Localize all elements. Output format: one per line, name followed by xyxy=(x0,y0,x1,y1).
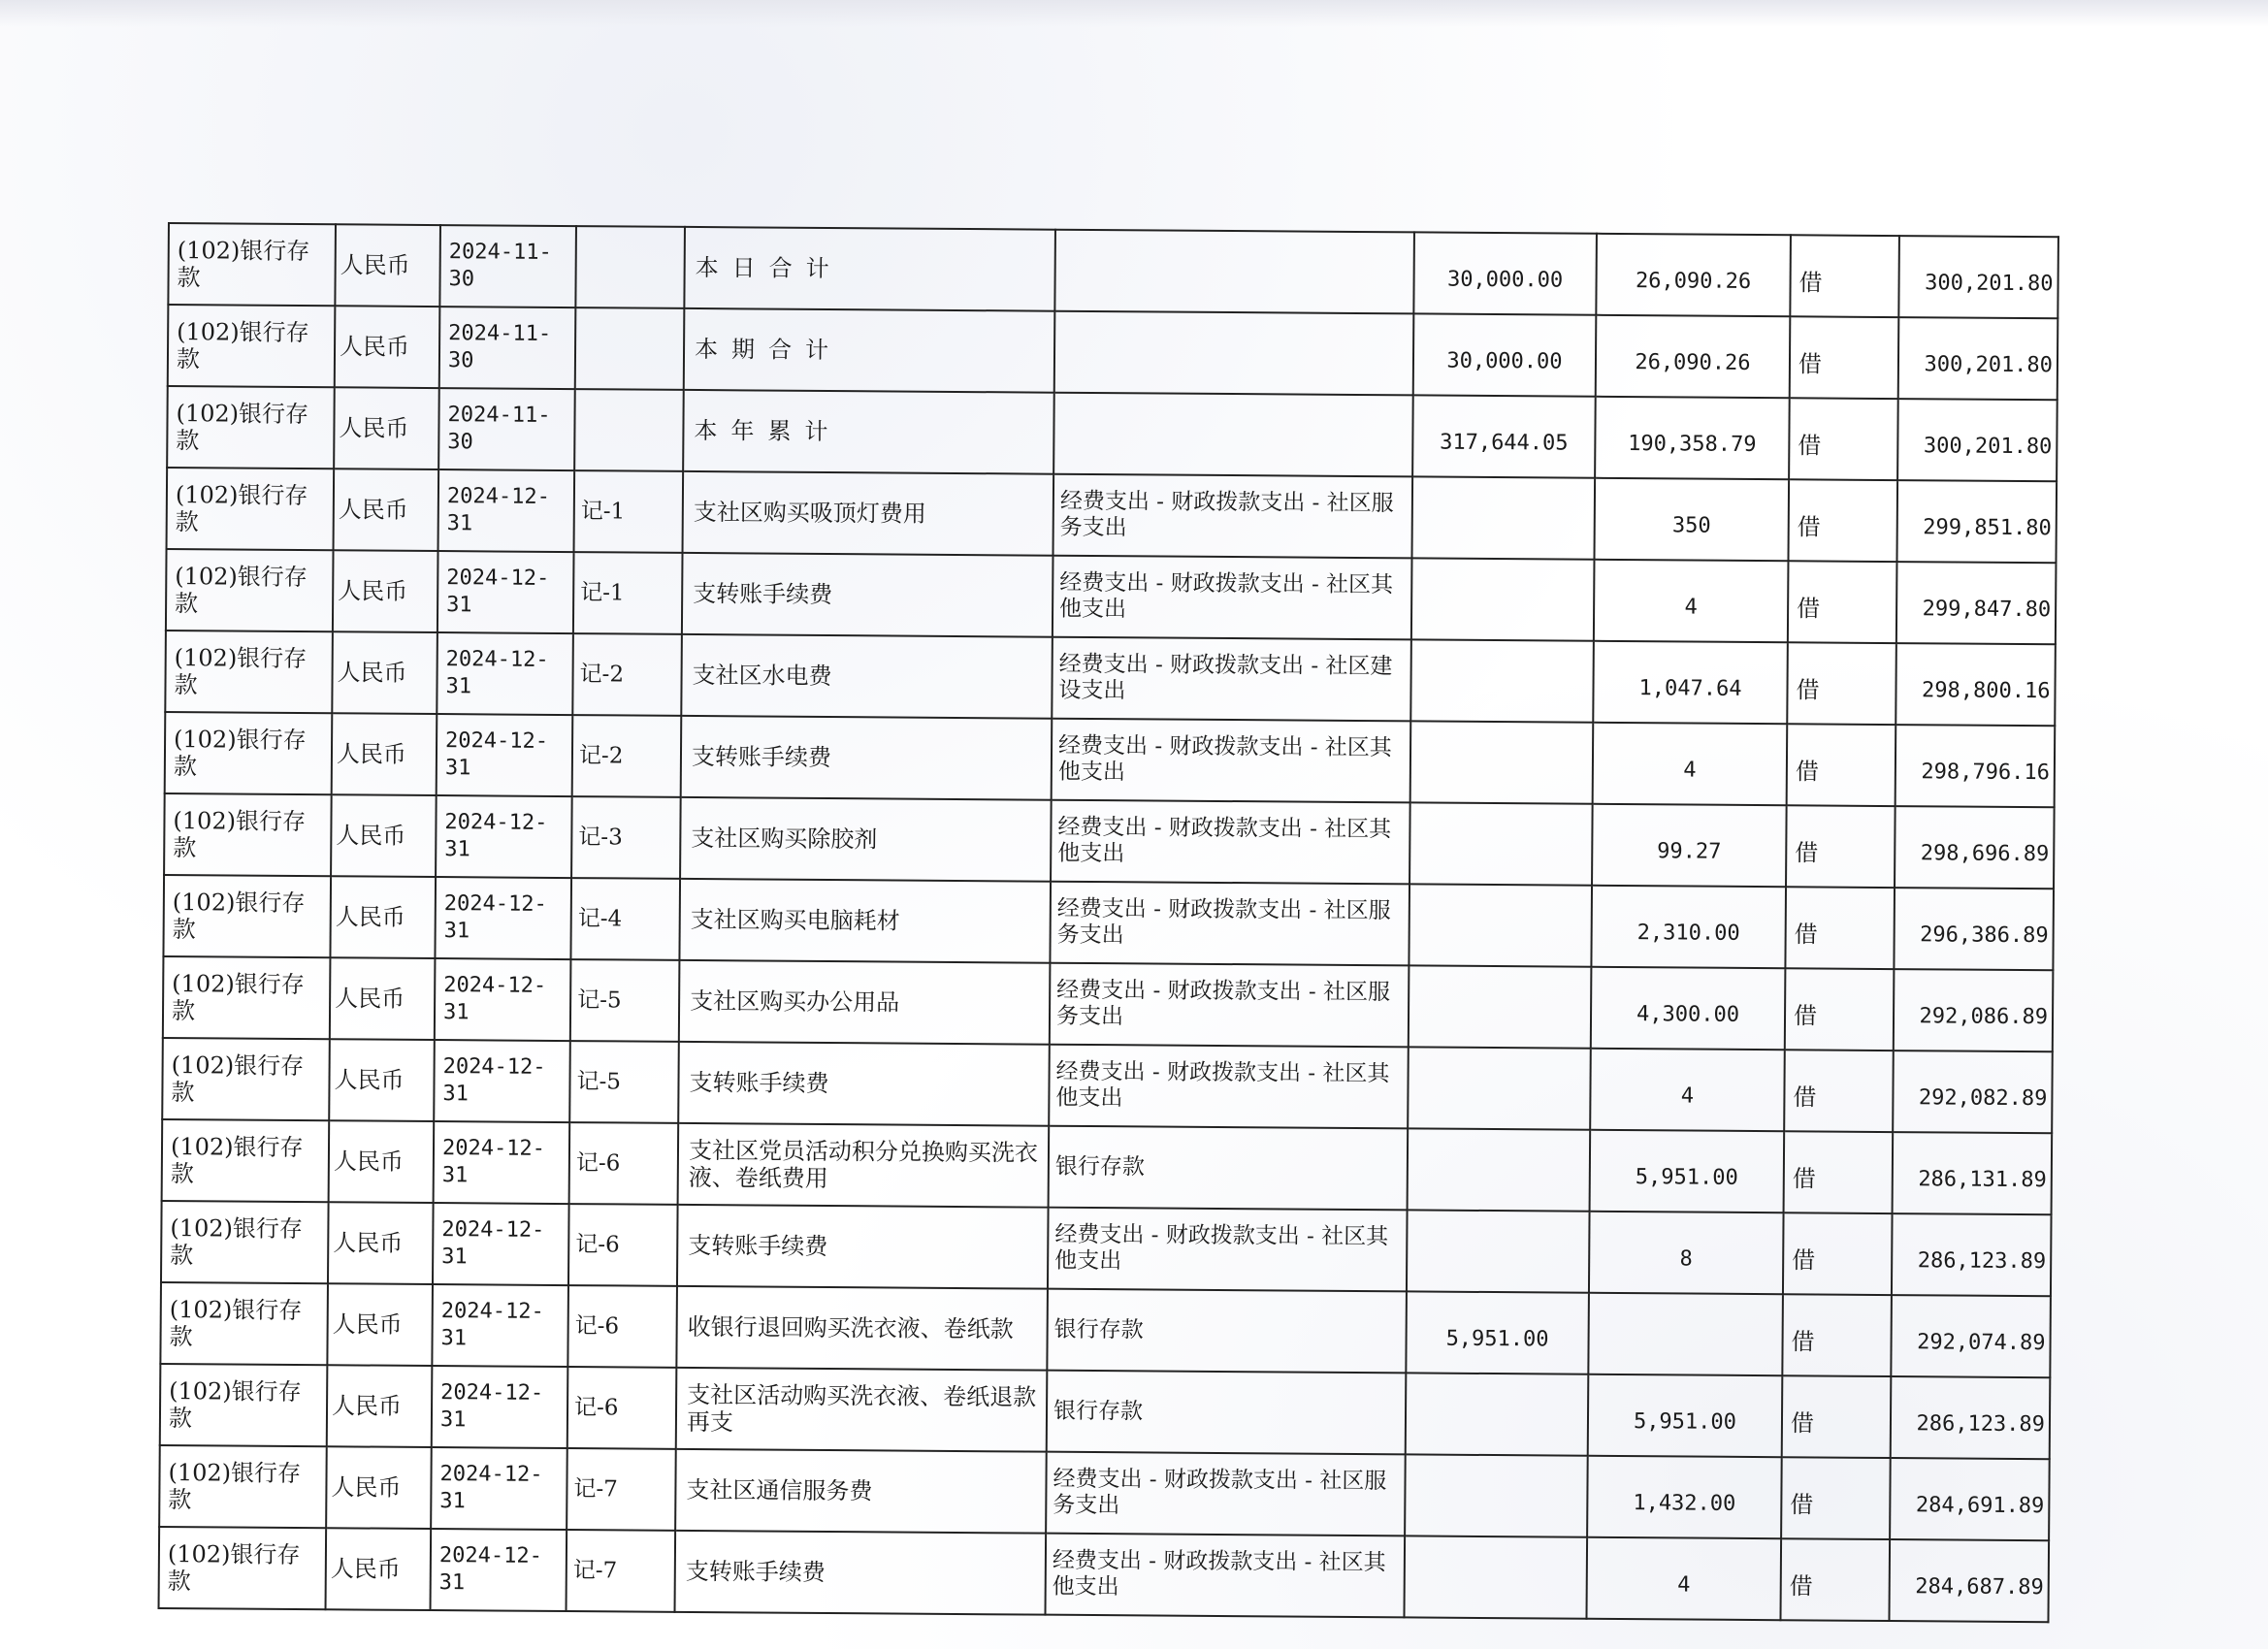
ledger-wrapper xyxy=(158,222,2057,1623)
counter-account-cell: 银行存款 xyxy=(1047,1371,1407,1455)
debit-amount-cell xyxy=(1411,558,1595,640)
debit-amount-cell xyxy=(1409,965,1592,1048)
balance-amount-cell: 286,123.89 xyxy=(1891,1376,2051,1459)
balance-direction-cell: 借 xyxy=(1786,805,1895,888)
summary-cell: 支转账手续费 xyxy=(681,716,1053,800)
date-cell: 2024-12-31 xyxy=(435,958,571,1041)
account-cell: (102)银行存款 xyxy=(159,1527,327,1609)
voucher-number-cell: 记-1 xyxy=(573,552,683,634)
bank-deposit-ledger-table xyxy=(158,222,2059,1623)
counter-account-cell: 经费支出 - 财政拨款支出 - 社区服务支出 xyxy=(1053,474,1413,559)
credit-amount-cell: 4,300.00 xyxy=(1591,967,1786,1050)
currency-cell: 人民币 xyxy=(332,631,437,714)
debit-amount-cell xyxy=(1409,884,1592,966)
credit-amount-cell: 26,090.26 xyxy=(1596,315,1791,398)
counter-account-cell: 银行存款 xyxy=(1049,1126,1409,1211)
summary-cell: 支社区购买吸顶灯费用 xyxy=(683,471,1054,556)
credit-amount-cell: 2,310.00 xyxy=(1591,886,1786,968)
balance-direction-cell: 借 xyxy=(1788,479,1897,562)
currency-cell: 人民币 xyxy=(330,957,436,1040)
balance-direction-cell: 借 xyxy=(1782,1375,1892,1458)
account-cell: (102)银行存款 xyxy=(163,956,331,1039)
summary-cell: 支社区活动购买洗衣液、卷纸退款再支 xyxy=(676,1368,1048,1452)
account-cell: (102)银行存款 xyxy=(166,549,334,631)
counter-account-cell: 经费支出 - 财政拨款支出 - 社区建设支出 xyxy=(1052,637,1411,722)
account-cell: (102)银行存款 xyxy=(160,1364,328,1446)
currency-cell: 人民币 xyxy=(329,1039,435,1121)
credit-amount-cell: 8 xyxy=(1589,1212,1784,1294)
balance-amount-cell: 300,201.80 xyxy=(1898,236,2058,318)
table-row xyxy=(168,305,2058,400)
account-cell: (102)银行存款 xyxy=(165,630,333,713)
table-row xyxy=(162,1119,2053,1214)
debit-amount-cell xyxy=(1408,1047,1591,1129)
date-cell: 2024-12-31 xyxy=(433,1203,569,1285)
summary-cell: 支转账手续费 xyxy=(675,1531,1047,1615)
voucher-number-cell: 记-7 xyxy=(567,1448,676,1531)
counter-account-cell xyxy=(1054,230,1414,314)
date-cell: 2024-12-31 xyxy=(437,551,574,633)
summary-cell: 支社区通信服务费 xyxy=(675,1449,1047,1534)
debit-amount-cell: 317,644.05 xyxy=(1412,395,1596,477)
balance-amount-cell: 299,847.80 xyxy=(1896,562,2057,644)
summary-cell: 支社区购买除胶剂 xyxy=(680,797,1052,882)
balance-direction-cell: 借 xyxy=(1785,968,1895,1051)
voucher-number-cell: 记-3 xyxy=(571,796,681,879)
balance-direction-cell: 借 xyxy=(1790,316,1899,399)
date-cell: 2024-12-31 xyxy=(438,469,575,552)
balance-amount-cell: 300,201.80 xyxy=(1897,399,2057,481)
account-cell: (102)银行存款 xyxy=(161,1201,329,1283)
ledger-rows xyxy=(159,223,2058,1622)
table-row xyxy=(160,1282,2051,1377)
debit-amount-cell: 5,951.00 xyxy=(1406,1291,1589,1374)
balance-amount-cell: 292,086.89 xyxy=(1894,969,2054,1051)
voucher-number-cell: 记-2 xyxy=(572,633,682,716)
credit-amount-cell: 26,090.26 xyxy=(1596,234,1791,316)
credit-amount-cell: 99.27 xyxy=(1592,804,1787,887)
account-cell: (102)银行存款 xyxy=(168,305,336,387)
balance-direction-cell: 借 xyxy=(1790,235,1899,317)
voucher-number-cell: 记-4 xyxy=(570,878,680,960)
currency-cell: 人民币 xyxy=(334,387,439,469)
debit-amount-cell xyxy=(1405,1454,1588,1536)
voucher-number-cell: 记-6 xyxy=(569,1122,679,1205)
table-row xyxy=(165,630,2056,726)
debit-amount-cell xyxy=(1404,1536,1587,1618)
debit-amount-cell xyxy=(1407,1210,1590,1292)
voucher-number-cell: 记-5 xyxy=(569,1041,679,1123)
voucher-number-cell: 记-5 xyxy=(570,959,680,1042)
counter-account-cell: 银行存款 xyxy=(1047,1289,1407,1374)
debit-amount-cell xyxy=(1409,802,1593,885)
balance-direction-cell: 借 xyxy=(1787,642,1896,725)
account-cell: (102)银行存款 xyxy=(162,1038,330,1120)
balance-amount-cell: 284,691.89 xyxy=(1890,1458,2050,1540)
debit-amount-cell xyxy=(1411,476,1595,559)
balance-direction-cell: 借 xyxy=(1784,1131,1894,1213)
credit-amount-cell: 1,047.64 xyxy=(1593,641,1788,724)
table-row xyxy=(164,793,2055,889)
account-cell: (102)银行存款 xyxy=(164,793,332,876)
balance-direction-cell: 借 xyxy=(1782,1294,1892,1376)
account-cell: (102)银行存款 xyxy=(168,223,336,306)
summary-cell: 收银行退回购买洗衣液、卷纸款 xyxy=(676,1286,1048,1371)
currency-cell: 人民币 xyxy=(334,469,439,551)
table-row xyxy=(166,549,2057,644)
summary-cell: 支社区党员活动积分兑换购买洗衣液、卷纸费用 xyxy=(678,1123,1050,1208)
counter-account-cell: 经费支出 - 财政拨款支出 - 社区其他支出 xyxy=(1049,1045,1409,1129)
debit-amount-cell: 30,000.00 xyxy=(1413,313,1597,396)
table-row xyxy=(163,956,2054,1051)
balance-direction-cell: 借 xyxy=(1788,561,1897,643)
date-cell: 2024-12-31 xyxy=(435,877,571,959)
credit-amount-cell: 4 xyxy=(1593,723,1788,805)
account-cell: (102)银行存款 xyxy=(167,386,335,469)
counter-account-cell: 经费支出 - 财政拨款支出 - 社区服务支出 xyxy=(1050,882,1409,966)
date-cell: 2024-12-31 xyxy=(431,1447,567,1530)
summary-cell: 本年累计 xyxy=(683,390,1054,474)
currency-cell: 人民币 xyxy=(326,1528,432,1610)
summary-cell: 本期合计 xyxy=(684,308,1055,393)
balance-direction-cell: 借 xyxy=(1784,1050,1894,1132)
balance-amount-cell: 296,386.89 xyxy=(1894,888,2054,970)
currency-cell: 人民币 xyxy=(328,1202,434,1284)
balance-amount-cell: 292,074.89 xyxy=(1891,1295,2051,1377)
currency-cell: 人民币 xyxy=(335,224,440,307)
table-row xyxy=(159,1527,2050,1622)
summary-cell: 支转账手续费 xyxy=(682,553,1053,637)
account-cell: (102)银行存款 xyxy=(163,875,331,957)
credit-amount-cell: 5,951.00 xyxy=(1588,1374,1783,1457)
credit-amount-cell: 5,951.00 xyxy=(1590,1130,1785,1212)
counter-account-cell: 经费支出 - 财政拨款支出 - 社区其他支出 xyxy=(1046,1534,1406,1618)
counter-account-cell: 经费支出 - 财政拨款支出 - 社区服务支出 xyxy=(1050,963,1409,1048)
debit-amount-cell: 30,000.00 xyxy=(1413,232,1597,314)
currency-cell: 人民币 xyxy=(331,794,437,877)
currency-cell: 人民币 xyxy=(327,1365,433,1447)
currency-cell: 人民币 xyxy=(327,1283,433,1366)
table-row xyxy=(159,1445,2050,1540)
balance-direction-cell: 借 xyxy=(1785,887,1895,969)
voucher-number-cell xyxy=(574,389,684,471)
summary-cell: 本日合计 xyxy=(684,227,1055,311)
date-cell: 2024-12-31 xyxy=(431,1529,567,1611)
table-row xyxy=(160,1364,2051,1459)
credit-amount-cell: 4 xyxy=(1586,1537,1781,1620)
balance-direction-cell: 借 xyxy=(1787,724,1896,806)
summary-cell: 支转账手续费 xyxy=(678,1042,1050,1126)
credit-amount-cell xyxy=(1588,1293,1783,1375)
table-row xyxy=(162,1038,2053,1133)
debit-amount-cell xyxy=(1410,639,1594,722)
debit-amount-cell xyxy=(1410,721,1594,803)
voucher-number-cell: 记-6 xyxy=(567,1285,677,1368)
date-cell: 2024-12-31 xyxy=(436,795,572,878)
currency-cell: 人民币 xyxy=(335,306,440,388)
counter-account-cell: 经费支出 - 财政拨款支出 - 社区其他支出 xyxy=(1051,800,1410,885)
balance-amount-cell: 300,201.80 xyxy=(1898,317,2058,400)
counter-account-cell: 经费支出 - 财政拨款支出 - 社区服务支出 xyxy=(1046,1452,1406,1536)
summary-cell: 支社区购买办公用品 xyxy=(679,960,1051,1045)
summary-cell: 支转账手续费 xyxy=(677,1205,1049,1289)
voucher-number-cell: 记-1 xyxy=(574,470,684,553)
table-row xyxy=(163,875,2054,970)
account-cell: (102)银行存款 xyxy=(165,712,333,794)
currency-cell: 人民币 xyxy=(333,550,438,632)
voucher-number-cell xyxy=(575,307,685,390)
account-cell: (102)银行存款 xyxy=(167,468,335,550)
date-cell: 2024-12-31 xyxy=(434,1121,570,1204)
balance-direction-cell: 借 xyxy=(1780,1538,1890,1621)
date-cell: 2024-12-31 xyxy=(432,1284,568,1367)
account-cell: (102)银行存款 xyxy=(159,1445,327,1528)
balance-amount-cell: 298,800.16 xyxy=(1895,643,2056,726)
balance-amount-cell: 286,123.89 xyxy=(1892,1213,2052,1296)
debit-amount-cell xyxy=(1406,1373,1589,1455)
counter-account-cell: 经费支出 - 财政拨款支出 - 社区其他支出 xyxy=(1053,556,1412,640)
table-row xyxy=(167,386,2057,481)
date-cell: 2024-11-30 xyxy=(439,307,576,389)
currency-cell: 人民币 xyxy=(330,876,436,958)
date-cell: 2024-11-30 xyxy=(439,225,576,307)
account-cell: (102)银行存款 xyxy=(160,1282,328,1365)
voucher-number-cell: 记-7 xyxy=(567,1530,676,1612)
balance-direction-cell: 借 xyxy=(1789,398,1898,480)
voucher-number-cell: 记-6 xyxy=(567,1367,677,1449)
credit-amount-cell: 1,432.00 xyxy=(1587,1456,1782,1538)
credit-amount-cell: 350 xyxy=(1594,478,1789,561)
table-row xyxy=(168,223,2058,318)
balance-amount-cell: 286,131.89 xyxy=(1893,1132,2053,1214)
credit-amount-cell: 4 xyxy=(1594,560,1789,642)
counter-account-cell: 经费支出 - 财政拨款支出 - 社区其他支出 xyxy=(1048,1208,1408,1292)
counter-account-cell: 经费支出 - 财政拨款支出 - 社区其他支出 xyxy=(1052,719,1411,803)
credit-amount-cell: 190,358.79 xyxy=(1595,397,1790,479)
scan-edge-shadow xyxy=(0,0,2268,27)
currency-cell: 人民币 xyxy=(329,1120,435,1203)
currency-cell: 人民币 xyxy=(326,1446,432,1529)
balance-amount-cell: 298,696.89 xyxy=(1895,806,2055,889)
currency-cell: 人民币 xyxy=(332,713,437,795)
date-cell: 2024-12-31 xyxy=(437,714,573,796)
balance-amount-cell: 292,082.89 xyxy=(1893,1051,2053,1133)
summary-cell: 支社区水电费 xyxy=(681,634,1053,719)
date-cell: 2024-12-31 xyxy=(432,1366,568,1448)
counter-account-cell xyxy=(1054,311,1414,396)
voucher-number-cell: 记-2 xyxy=(572,715,682,797)
date-cell: 2024-11-30 xyxy=(438,388,575,470)
counter-account-cell xyxy=(1053,393,1413,477)
voucher-number-cell: 记-6 xyxy=(568,1204,678,1286)
date-cell: 2024-12-31 xyxy=(434,1040,570,1122)
account-cell: (102)银行存款 xyxy=(162,1119,330,1202)
summary-cell: 支社区购买电脑耗材 xyxy=(679,879,1051,963)
debit-amount-cell xyxy=(1408,1128,1591,1211)
balance-amount-cell: 298,796.16 xyxy=(1895,725,2056,807)
table-row xyxy=(161,1201,2052,1296)
table-row xyxy=(165,712,2056,807)
voucher-number-cell xyxy=(575,226,685,308)
table-row xyxy=(167,468,2057,563)
balance-direction-cell: 借 xyxy=(1781,1457,1891,1539)
credit-amount-cell: 4 xyxy=(1590,1049,1785,1131)
balance-amount-cell: 284,687.89 xyxy=(1889,1539,2049,1622)
date-cell: 2024-12-31 xyxy=(437,632,573,715)
balance-direction-cell: 借 xyxy=(1783,1212,1893,1295)
balance-amount-cell: 299,851.80 xyxy=(1896,480,2057,563)
